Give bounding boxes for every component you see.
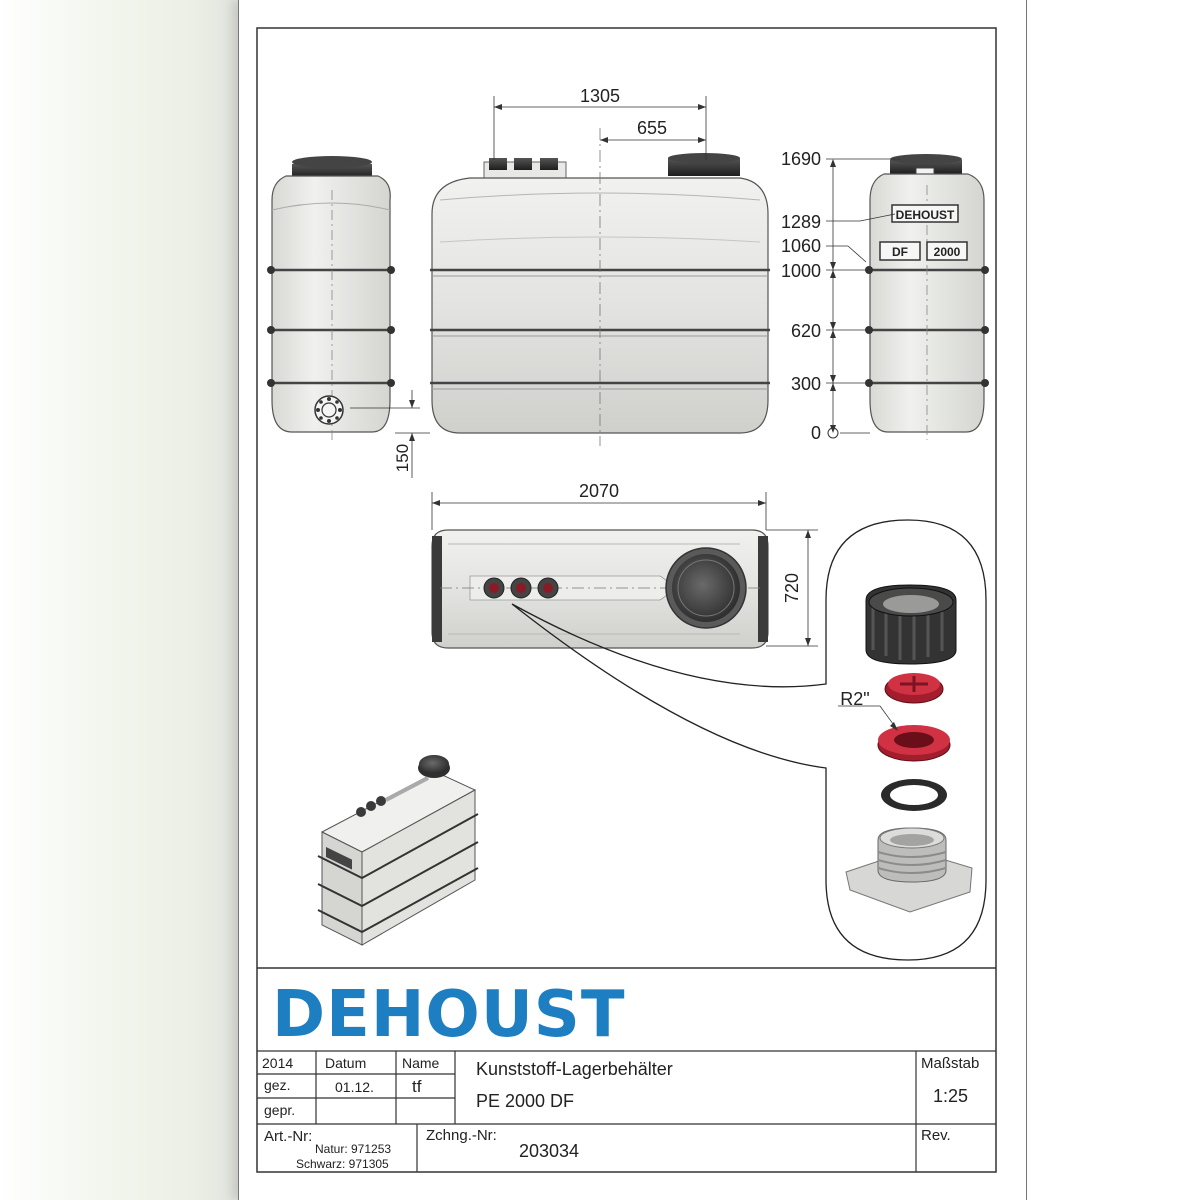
front-view <box>430 96 770 446</box>
red-plug <box>885 673 943 703</box>
tb-title-line1: Kunststoff-Lagerbehälter <box>476 1059 673 1079</box>
tb-zchng-label: Zchng.-Nr: <box>426 1127 497 1144</box>
level-labels <box>781 149 821 443</box>
tb-gez-date: 01.12. <box>335 1079 374 1095</box>
tb-gez-name: tf <box>412 1077 422 1096</box>
side-brand-text: DEHOUST <box>895 208 955 222</box>
dehoust-logo: DEHOUST <box>272 978 626 1052</box>
dim-half-width: 655 <box>636 118 668 138</box>
isometric-view <box>318 755 478 945</box>
tb-zchng-value: 203034 <box>519 1141 580 1161</box>
level-300: 300 <box>790 374 821 394</box>
union-nut <box>866 585 956 664</box>
dim-depth: 720 <box>782 572 802 604</box>
tb-title-line2: PE 2000 DF <box>476 1091 575 1111</box>
level-1060: 1060 <box>780 236 821 256</box>
level-1690: 1690 <box>780 149 821 169</box>
dim-outlet-height: 150 <box>393 443 412 473</box>
tb-artnr-label: Art.-Nr: <box>264 1128 313 1145</box>
red-ring <box>878 725 950 761</box>
tb-gepr-label: gepr. <box>264 1102 296 1118</box>
tb-datum-label: Datum <box>325 1055 367 1071</box>
level-1289: 1289 <box>780 212 821 232</box>
gasket <box>881 779 947 811</box>
level-0: 0 <box>810 423 821 443</box>
dim-width: 1305 <box>579 86 621 106</box>
tb-schwarz: Schwarz: 971305 <box>296 1157 389 1171</box>
side-type-text: DF <box>892 245 908 259</box>
level-1000: 1000 <box>780 261 821 281</box>
tb-natur: Natur: 971253 <box>315 1142 392 1156</box>
threaded-socket <box>846 828 972 912</box>
tb-name-label: Name <box>402 1055 440 1071</box>
tb-scale-label: Maßstab <box>921 1055 980 1072</box>
tb-gez-label: gez. <box>264 1077 291 1093</box>
side-view <box>826 154 989 440</box>
thread-size-label: R2" <box>840 689 870 709</box>
tb-scale-value: 1:25 <box>933 1086 969 1106</box>
tb-year: 2014 <box>262 1055 294 1071</box>
level-620: 620 <box>790 321 821 341</box>
tb-rev-label: Rev. <box>921 1127 951 1144</box>
top-view <box>432 492 818 648</box>
side-volume-text: 2000 <box>933 245 961 259</box>
dim-length: 2070 <box>578 481 620 501</box>
left-view <box>267 156 430 478</box>
